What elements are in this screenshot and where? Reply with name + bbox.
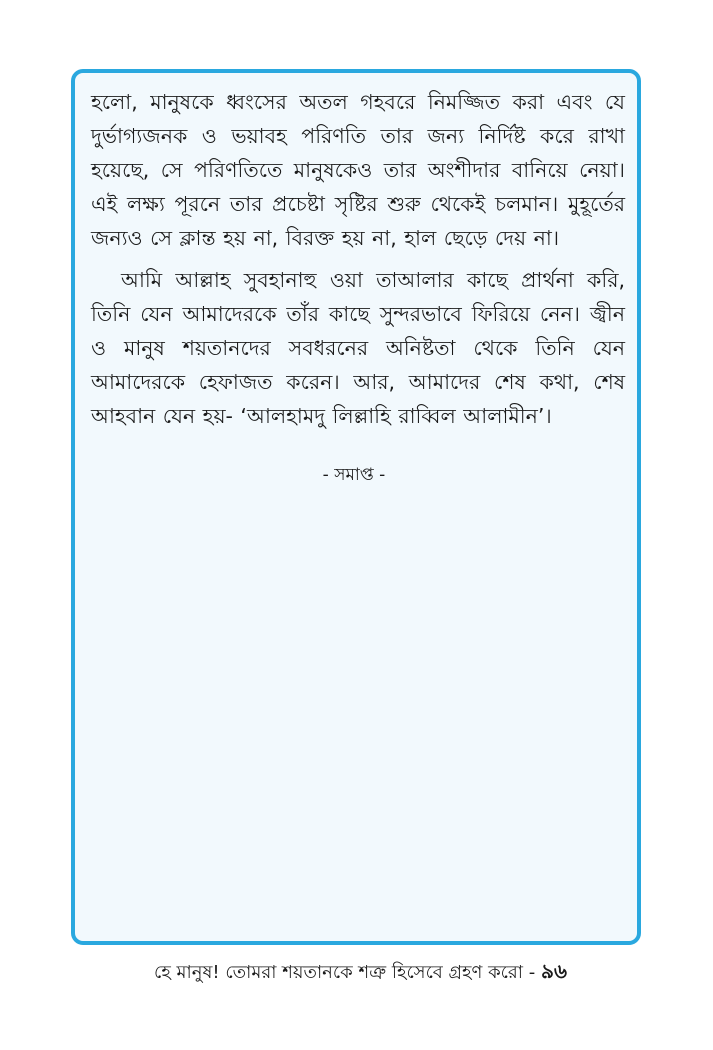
paragraph-2: আমি আল্লাহ সুবহানাহু ওয়া তাআলার কাছে প্রার্থনা করি, তিনি যেন আমাদেরকে তাঁর কাছে সুন্দরভাবে ফিরিয়ে নেন। জ্বীন ও মানুষ শয়তানদের সবধরনের অনিষ্টতা থেকে তিনি যেন আমাদেরকে হেফাজত করেন। আর, আমাদের শেষ কথা, শেষ আহবান যেন হয়- ‘আলহামদু লিল্লাহি রাব্বিল আলামীন’। xyxy=(91,268,625,428)
page-footer xyxy=(0,958,713,986)
content-frame xyxy=(71,69,641,945)
page-body xyxy=(91,85,625,487)
footer-book-title: হে মানুষ! তোমরা শয়তানকে শত্রু হিসেবে গ্রহণ করো - xyxy=(154,962,541,983)
page-number: ৯৬ xyxy=(540,959,567,983)
ending-mark: - সমাপ্ত - xyxy=(322,465,386,485)
paragraph-1: হলো, মানুষকে ধ্বংসের অতল গহবরে নিমজ্জিত করা এবং যে দুর্ভাগ্যজনক ও ভয়াবহ পরিণতি তার জন্য নির্দিষ্ট করে রাখা হয়েছে, সে পরিণতিতে মানুষকেও তার অংশীদার বানিয়ে নেয়া। এই লক্ষ্য পূরনে তার প্রচেষ্টা সৃষ্টির শুরু থেকেই চলমান। মুহূর্তের জন্যও সে ক্লান্ত হয় না, বিরক্ত হয় না, হাল ছেড়ে দেয় না। xyxy=(91,90,625,250)
